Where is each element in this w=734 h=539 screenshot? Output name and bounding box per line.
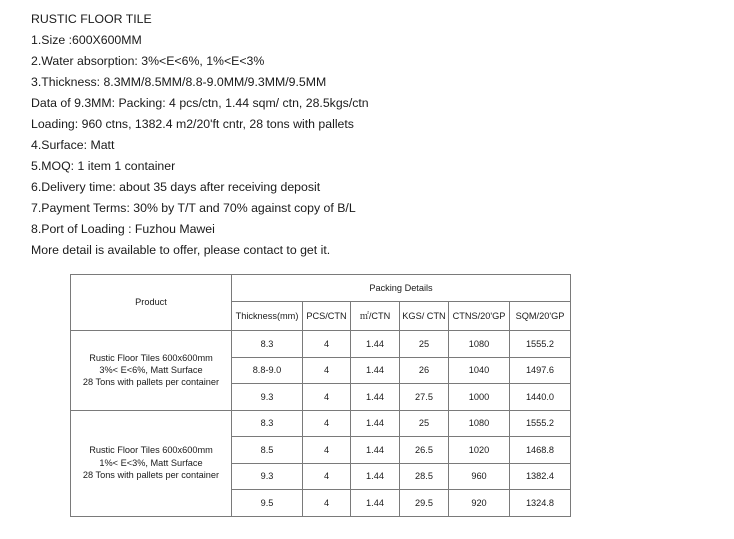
cell-thickness: 8.8-9.0 — [232, 357, 303, 384]
table-row — [71, 410, 571, 437]
cell-kgs: 25 — [400, 410, 449, 437]
cell-ctns: 1080 — [449, 331, 510, 358]
cell-kgs: 28.5 — [400, 463, 449, 490]
cell-sqm-ctn: 1.44 — [351, 357, 400, 384]
cell-pcs: 4 — [303, 410, 351, 437]
cell-sqm-container: 1468.8 — [510, 437, 571, 464]
document-title: RUSTIC FLOOR TILE — [31, 12, 152, 26]
cell-pcs: 4 — [303, 331, 351, 358]
spec-line-port-of-loading: 8.Port of Loading : Fuzhou Mawei — [31, 222, 215, 236]
product-name: Rustic Floor Tiles 600x600mm — [89, 445, 213, 456]
cell-sqm-container: 1440.0 — [510, 384, 571, 411]
cell-thickness: 9.3 — [232, 463, 303, 490]
product-header: Product — [71, 275, 232, 331]
spec-line-surface: 4.Surface: Matt — [31, 138, 115, 152]
cell-pcs: 4 — [303, 437, 351, 464]
product-name: Rustic Floor Tiles 600x600mm — [89, 352, 213, 363]
cell-thickness: 8.3 — [232, 331, 303, 358]
cell-ctns: 920 — [449, 490, 510, 517]
column-header: PCS/CTN — [303, 302, 351, 331]
cell-ctns: 1080 — [449, 410, 510, 437]
spec-line-water-absorption: 2.Water absorption: 3%<E<6%, 1%<E<3% — [31, 54, 265, 68]
cell-sqm-ctn: 1.44 — [351, 410, 400, 437]
cell-sqm-ctn: 1.44 — [351, 463, 400, 490]
cell-sqm-container: 1382.4 — [510, 463, 571, 490]
cell-kgs: 27.5 — [400, 384, 449, 411]
column-header: ㎡/CTN — [351, 302, 400, 331]
cell-pcs: 4 — [303, 490, 351, 517]
packing-details-header: Packing Details — [232, 275, 571, 302]
product-description — [71, 410, 232, 516]
spec-line-delivery-time: 6.Delivery time: about 35 days after receiving deposit — [31, 180, 321, 194]
spec-text-block — [31, 9, 369, 261]
cell-ctns: 960 — [449, 463, 510, 490]
cell-sqm-container: 1324.8 — [510, 490, 571, 517]
column-header: SQM/20'GP — [510, 302, 571, 331]
cell-thickness: 9.3 — [232, 384, 303, 411]
cell-sqm-ctn: 1.44 — [351, 384, 400, 411]
cell-sqm-container: 1555.2 — [510, 331, 571, 358]
column-header: KGS/ CTN — [400, 302, 449, 331]
cell-pcs: 4 — [303, 357, 351, 384]
table-row — [71, 331, 571, 358]
cell-ctns: 1020 — [449, 437, 510, 464]
cell-sqm-container: 1555.2 — [510, 410, 571, 437]
cell-thickness: 8.5 — [232, 437, 303, 464]
cell-sqm-ctn: 1.44 — [351, 331, 400, 358]
cell-pcs: 4 — [303, 463, 351, 490]
product-absorption: 3%< E<6%, Matt Surface — [99, 365, 203, 376]
cell-pcs: 4 — [303, 384, 351, 411]
cell-ctns: 1000 — [449, 384, 510, 411]
spec-line-loading: Loading: 960 ctns, 1382.4 m2/20'ft cntr, 28 tons with pallets — [31, 117, 354, 131]
cell-sqm-ctn: 1.44 — [351, 437, 400, 464]
cell-kgs: 26 — [400, 357, 449, 384]
cell-kgs: 25 — [400, 331, 449, 358]
product-loading: 28 Tons with pallets per container — [82, 377, 220, 388]
spec-line-moq: 5.MOQ: 1 item 1 container — [31, 159, 176, 173]
column-header: Thickness(mm) — [232, 302, 303, 331]
spec-line-thickness: 3.Thickness: 8.3MM/8.5MM/8.8-9.0MM/9.3MM/9.5MM — [31, 75, 327, 89]
product-description — [71, 331, 232, 411]
spec-line-payment-terms: 7.Payment Terms: 30% by T/T and 70% against copy of B/L — [31, 201, 356, 215]
spec-line-contact-note: More detail is available to offer, please contact to get it. — [31, 243, 331, 257]
product-absorption: 1%< E<3%, Matt Surface — [99, 457, 203, 468]
cell-thickness: 9.5 — [232, 490, 303, 517]
packing-details-table — [70, 274, 571, 517]
cell-thickness: 8.3 — [232, 410, 303, 437]
cell-ctns: 1040 — [449, 357, 510, 384]
column-header: CTNS/20'GP — [449, 302, 510, 331]
cell-kgs: 26.5 — [400, 437, 449, 464]
cell-kgs: 29.5 — [400, 490, 449, 517]
spec-line-size: 1.Size :600X600MM — [31, 33, 142, 47]
spec-line-packing-data: Data of 9.3MM: Packing: 4 pcs/ctn, 1.44 sqm/ ctn, 28.5kgs/ctn — [31, 96, 369, 110]
cell-sqm-ctn: 1.44 — [351, 490, 400, 517]
cell-sqm-container: 1497.6 — [510, 357, 571, 384]
product-loading: 28 Tons with pallets per container — [82, 470, 220, 481]
